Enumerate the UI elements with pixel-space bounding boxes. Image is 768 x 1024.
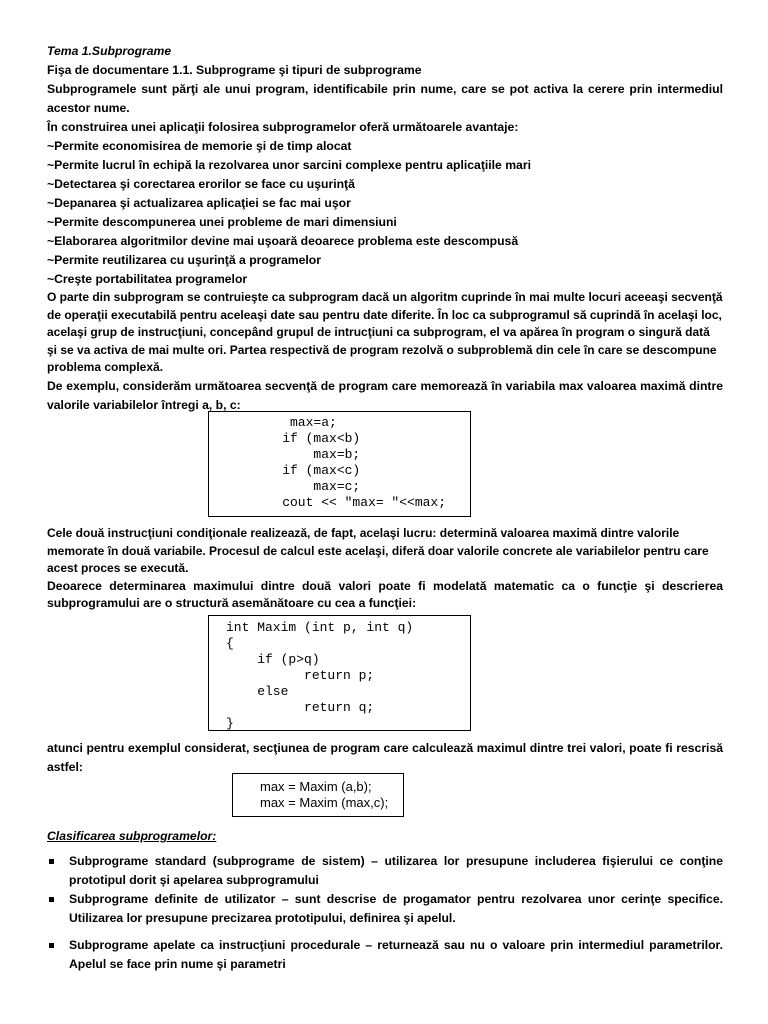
code-text: max=a; if (max<b) max=b; if (max<c) max=c; cout << "max= "<<max; — [282, 415, 447, 510]
intro-paragraph: Subprogramele sunt părţi ale unui program, identificabile prin nume, care se pot activa la cerere prin intermediul acestor nume. — [47, 82, 723, 115]
section-subtitle: Fişa de documentare 1.1. Subprograme şi tipuri de subprograme — [47, 63, 422, 77]
bullet-square-icon — [49, 859, 54, 864]
list-item: ~Detectarea şi corectarea erorilor se face cu uşurinţă — [47, 177, 355, 191]
rewrite-block — [47, 739, 723, 777]
list-item: ~Permite reutilizarea cu uşurinţă a programelor — [47, 253, 321, 267]
classification-heading: Clasificarea subprogramelor: — [47, 829, 217, 843]
document-page — [47, 42, 723, 971]
function-intro: Deoarece determinarea maximului dintre două valori poate fi modelată matematic ca o funcţie şi descrierea subprogramului are o structură asemănătoare cu cea a funcţiei: — [47, 578, 723, 610]
list-item: ~Elaborarea algoritmilor devine mai uşoară deoarece problema este descompusă — [47, 234, 519, 248]
list-item-text: Subprograme apelate ca instrucţiuni procedurale – returnează sau nu o valoare prin intermediul parametrilor. Apelul se face prin nume şi parametri — [69, 938, 723, 971]
page-title: Tema 1.Subprograme — [47, 44, 172, 58]
list-item-text: Subprograme standard (subprograme de sistem) – utilizarea lor presupune includerea fişierului ce conţine prototipul dorit şi apelarea subprogramului — [69, 854, 723, 887]
bullet-square-icon — [49, 943, 54, 948]
list-item: ~Creşte portabilitatea programelor — [47, 272, 248, 286]
code-block-max — [208, 411, 471, 517]
code-block-calls — [232, 773, 404, 817]
code-text: int Maxim (int p, int q) { if (p>q) return p; else return q; } — [226, 620, 414, 731]
list-item: ~Permite descompunerea unei probleme de mari dimensiuni — [47, 215, 397, 229]
list-item-text: Subprograme definite de utilizator – sunt descrise de progamator pentru rezolvarea unor cerinţe specifice. Utilizarea lor presupune precizarea prototipului, definirea şi apelul. — [69, 892, 723, 925]
conditional-explanation: Cele două instrucţiuni condiţionale realizează, de fapt, acelaşi lucru: determină valoarea maximă dintre valorile memorate în două variabile. Procesul de calcul este acelaşi, diferă doar valorile concrete ale variabilelor pentru care acest proces se execută. — [47, 526, 709, 575]
example-intro: De exemplu, considerăm următoarea secvenţă de program care memorează în variabila max valoarea maximă dintre valorile variabilelor întregi a, b, c: — [47, 378, 723, 412]
classification-list — [47, 852, 723, 974]
code-block-function — [208, 615, 471, 731]
list-item — [47, 852, 723, 890]
list-item: ~Permite lucrul în echipă la rezolvarea unor sarcini complexe pentru aplicaţiile mari — [47, 158, 531, 172]
advantages-intro: În construirea unei aplicaţii folosirea subprogramelor oferă următoarele avantaje: — [47, 120, 519, 134]
subprogram-explanation: O parte din subprogram se contruieşte ca subprogram dacă un algoritm cuprinde în mai multe locuri aceeaşi secvenţă de operaţii executabilă pentru aceleaşi date sau pentru date diferite. În loc ca subprogramul să cuprindă în acelaşi loc, acelaşi grup de instrucţiuni, concepând grupul de intrucţiuni ca subprogram, el va apărea în program o singură dată şi se va activa de mai multe ori. Partea respectivă de program rezolvă o subproblemă din cele în care se descompune problema complexă. — [47, 290, 723, 374]
list-item — [47, 936, 723, 974]
bullet-square-icon — [49, 897, 54, 902]
advantages-list — [47, 137, 723, 289]
list-item — [47, 890, 723, 928]
explanation-block — [47, 525, 723, 613]
rewrite-intro: atunci pentru exemplul considerat, secţiunea de program care calculează maximul dintre trei valori, poate fi rescrisă astfel: — [47, 741, 723, 774]
list-item: ~Permite economisirea de memorie şi de timp alocat — [47, 139, 352, 153]
code-text: max = Maxim (a,b); max = Maxim (max,c); — [260, 779, 389, 810]
list-item: ~Depanarea şi actualizarea aplicaţiei se fac mai uşor — [47, 196, 351, 210]
